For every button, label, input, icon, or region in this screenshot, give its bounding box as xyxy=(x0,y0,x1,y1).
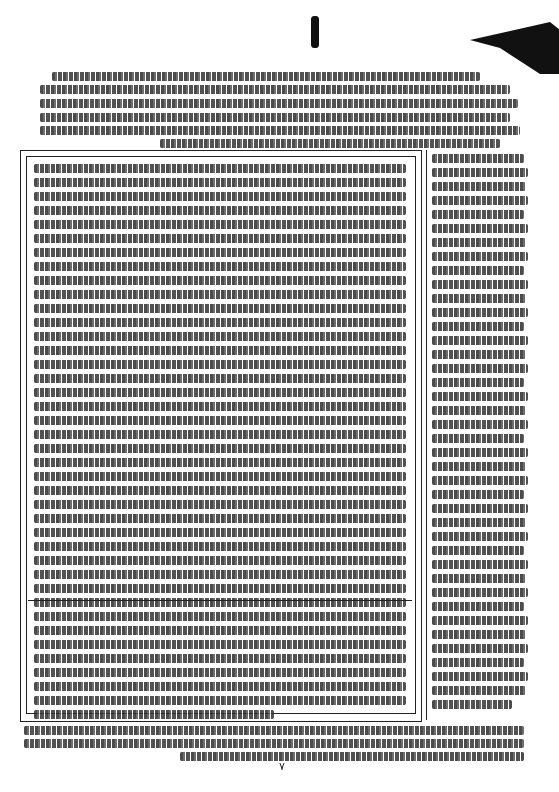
top-commentary-block xyxy=(0,66,559,150)
bottom-commentary-block xyxy=(0,724,559,760)
page-number: ٧ xyxy=(279,760,285,773)
margin-commentary xyxy=(0,152,559,722)
scan-mark-vertical xyxy=(311,16,319,48)
